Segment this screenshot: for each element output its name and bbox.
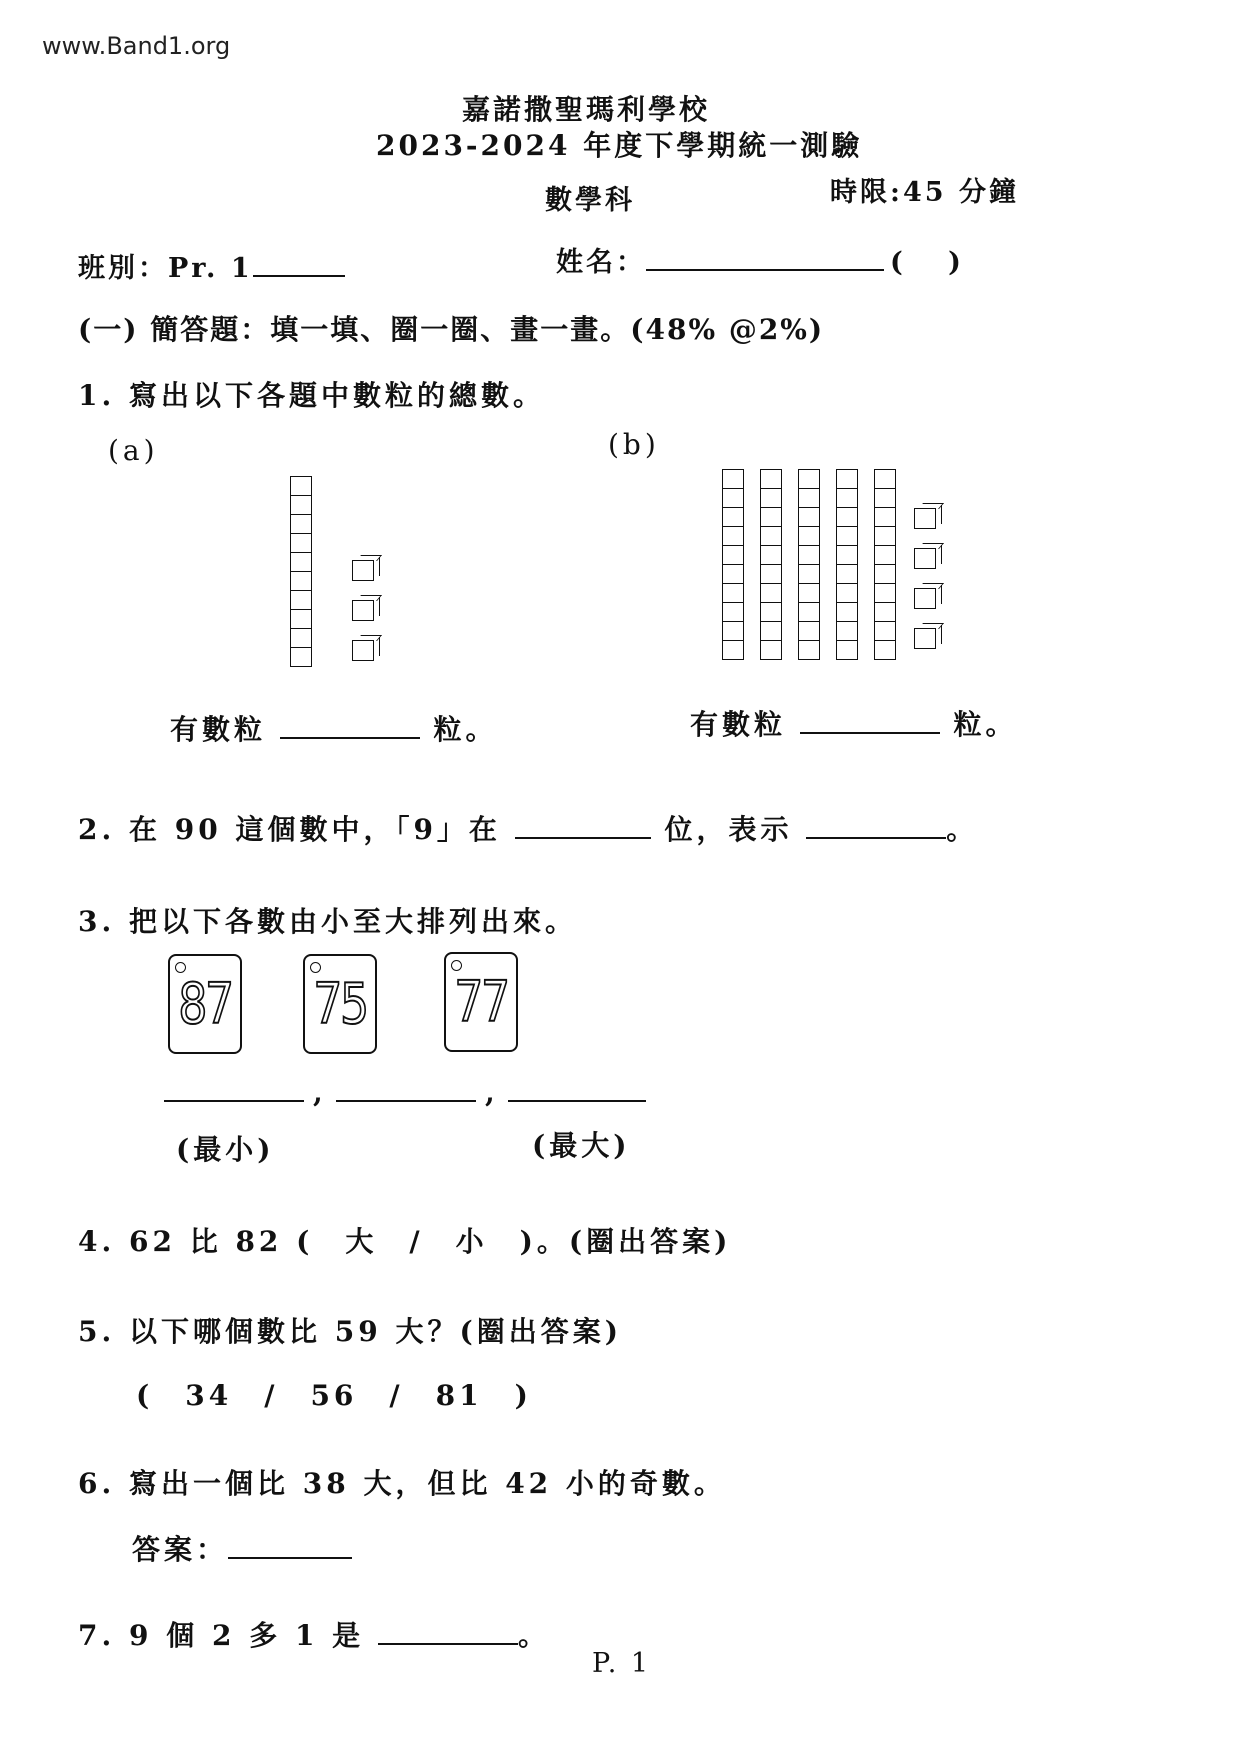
order-comma-2: , bbox=[485, 1076, 499, 1109]
rod-cell bbox=[798, 488, 820, 508]
q5-number: 5. bbox=[78, 1315, 116, 1348]
q3-text bbox=[78, 900, 577, 940]
card-number: 87 bbox=[178, 972, 232, 1037]
rod-cell bbox=[760, 621, 782, 641]
ten-rod bbox=[760, 470, 782, 660]
unit-cube bbox=[352, 560, 374, 581]
class-number-paren: ( ) bbox=[890, 247, 964, 278]
unit-cube bbox=[914, 628, 936, 649]
rod-cell bbox=[798, 602, 820, 622]
exam-title: 2023-2024 年度下學期統一測驗 bbox=[376, 129, 863, 162]
unit-cube bbox=[914, 508, 936, 529]
q7-end: 。 bbox=[517, 1619, 550, 1652]
rod-cell bbox=[836, 621, 858, 641]
q2-place-blank[interactable] bbox=[515, 812, 651, 839]
q6-answer bbox=[132, 1528, 352, 1568]
unit-cube bbox=[352, 640, 374, 661]
unit-cube bbox=[914, 588, 936, 609]
q1-text bbox=[78, 374, 545, 414]
rod-cell bbox=[874, 621, 896, 641]
rod-cell bbox=[874, 469, 896, 489]
rod-cell bbox=[290, 514, 312, 534]
card-number: 77 bbox=[454, 970, 508, 1035]
q6-answer-blank[interactable] bbox=[228, 1532, 352, 1559]
watermark: www.Band1.org bbox=[42, 32, 231, 60]
rod-cell bbox=[290, 628, 312, 648]
rod-cell bbox=[290, 571, 312, 591]
rod-cell bbox=[722, 488, 744, 508]
q5-options[interactable]: ( 34 / 56 / 81 ) bbox=[136, 1379, 532, 1412]
ten-rod bbox=[836, 470, 858, 660]
q1a-answer-suffix: 粒。 bbox=[433, 713, 498, 746]
q1-number: 1. bbox=[78, 379, 116, 412]
name-label: 姓名： bbox=[556, 247, 646, 278]
time-limit: 時限:45 分鐘 bbox=[830, 177, 1019, 208]
rod-cell bbox=[874, 488, 896, 508]
q7-prompt: 9 個 2 多 1 是 bbox=[128, 1619, 365, 1652]
rod-cell bbox=[798, 507, 820, 527]
rod-cell bbox=[290, 495, 312, 515]
ten-rod bbox=[798, 470, 820, 660]
rod-cell bbox=[760, 469, 782, 489]
page-number: P. 1 bbox=[592, 1648, 652, 1679]
rod-cell bbox=[836, 640, 858, 660]
school-name: 嘉諾撒聖瑪利學校 bbox=[462, 93, 711, 126]
number-card bbox=[168, 954, 242, 1054]
q1b-answer-suffix: 粒。 bbox=[953, 708, 1018, 741]
rod-cell bbox=[722, 640, 744, 660]
rod-cell bbox=[290, 609, 312, 629]
rod-cell bbox=[836, 583, 858, 603]
rod-cell bbox=[290, 476, 312, 496]
q3-number: 3. bbox=[78, 905, 116, 938]
q1a-answer-blank[interactable] bbox=[280, 712, 420, 739]
rod-cell bbox=[760, 602, 782, 622]
rod-cell bbox=[290, 552, 312, 572]
q1a-answer-prefix: 有數粒 bbox=[170, 713, 267, 746]
q4-prompt: 62 比 82 ( 大 / 小 )。(圈出答案) bbox=[128, 1225, 732, 1258]
q4-number: 4. bbox=[78, 1225, 116, 1258]
rod-cell bbox=[836, 564, 858, 584]
class-label: 班別：Pr. 1 bbox=[78, 253, 253, 284]
rod-cell bbox=[722, 583, 744, 603]
rod-cell bbox=[836, 526, 858, 546]
rod-cell bbox=[760, 583, 782, 603]
name-field bbox=[556, 240, 964, 279]
subject: 數學科 bbox=[545, 185, 635, 216]
rod-cell bbox=[760, 526, 782, 546]
number-card bbox=[303, 954, 377, 1054]
rod-cell bbox=[722, 526, 744, 546]
q2-number: 2. bbox=[78, 813, 116, 846]
rod-cell bbox=[290, 590, 312, 610]
q6-answer-label: 答案： bbox=[132, 1533, 229, 1566]
rod-cell bbox=[874, 545, 896, 565]
order-comma-1: , bbox=[313, 1076, 327, 1109]
rod-cell bbox=[760, 640, 782, 660]
rod-cell bbox=[722, 621, 744, 641]
q7-answer-blank[interactable] bbox=[378, 1618, 518, 1645]
name-blank[interactable] bbox=[646, 245, 884, 271]
rod-cell bbox=[874, 583, 896, 603]
q7-number: 7. bbox=[78, 1619, 116, 1652]
q1b-answer-prefix: 有數粒 bbox=[690, 708, 787, 741]
rod-cell bbox=[874, 640, 896, 660]
q1a-answer bbox=[170, 708, 498, 748]
ten-rod bbox=[722, 470, 744, 660]
q2-text bbox=[78, 808, 978, 848]
rod-cell bbox=[798, 640, 820, 660]
rod-cell bbox=[874, 564, 896, 584]
q1b-answer bbox=[690, 703, 1018, 743]
unit-cube bbox=[352, 600, 374, 621]
q4-text bbox=[78, 1220, 731, 1260]
rod-cell bbox=[874, 526, 896, 546]
order-blank-3[interactable] bbox=[508, 1100, 646, 1102]
q1b-answer-blank[interactable] bbox=[800, 707, 940, 734]
rod-cell bbox=[798, 583, 820, 603]
section-title: (一) 簡答題：填一填、圈一圈、畫一畫。(48% @2%) bbox=[78, 313, 825, 346]
q1b-label: (b) bbox=[608, 428, 660, 461]
ten-rod bbox=[290, 477, 312, 667]
rod-cell bbox=[760, 488, 782, 508]
rod-cell bbox=[836, 602, 858, 622]
rod-cell bbox=[760, 564, 782, 584]
rod-cell bbox=[798, 469, 820, 489]
rod-cell bbox=[836, 469, 858, 489]
rod-cell bbox=[290, 647, 312, 667]
q2-prompt-c: 。 bbox=[946, 813, 979, 846]
rod-cell bbox=[290, 533, 312, 553]
class-blank[interactable] bbox=[253, 251, 345, 277]
rod-cell bbox=[798, 621, 820, 641]
rod-cell bbox=[798, 564, 820, 584]
q5-text bbox=[78, 1310, 622, 1350]
ten-rod bbox=[874, 470, 896, 660]
q3-prompt: 把以下各數由小至大排列出來。 bbox=[128, 905, 577, 938]
rod-cell bbox=[798, 526, 820, 546]
q6-number: 6. bbox=[78, 1467, 116, 1500]
rod-cell bbox=[760, 545, 782, 565]
card-number: 75 bbox=[313, 972, 367, 1037]
unit-cube bbox=[914, 548, 936, 569]
rod-cell bbox=[798, 545, 820, 565]
rod-cell bbox=[722, 469, 744, 489]
rod-cell bbox=[722, 507, 744, 527]
q1-prompt: 寫出以下各題中數粒的總數。 bbox=[128, 379, 545, 412]
rod-cell bbox=[874, 507, 896, 527]
rod-cell bbox=[722, 602, 744, 622]
q2-value-blank[interactable] bbox=[806, 812, 946, 839]
rod-cell bbox=[874, 602, 896, 622]
q7-text bbox=[78, 1614, 550, 1654]
rod-cell bbox=[722, 564, 744, 584]
rod-cell bbox=[836, 488, 858, 508]
number-card bbox=[444, 952, 518, 1052]
smallest-label: (最小) bbox=[176, 1133, 275, 1166]
rod-cell bbox=[722, 545, 744, 565]
q6-text bbox=[78, 1462, 726, 1502]
rod-cell bbox=[760, 507, 782, 527]
rod-cell bbox=[836, 507, 858, 527]
order-blank-2[interactable] bbox=[336, 1100, 476, 1102]
largest-label: (最大) bbox=[532, 1129, 631, 1162]
q2-prompt-a: 在 90 這個數中，「9」在 bbox=[128, 813, 501, 846]
q2-prompt-b: 位，表示 bbox=[664, 813, 793, 846]
q5-prompt: 以下哪個數比 59 大？(圈出答案) bbox=[128, 1315, 622, 1348]
order-blank-1[interactable] bbox=[164, 1100, 304, 1102]
rod-cell bbox=[836, 545, 858, 565]
class-field bbox=[78, 246, 345, 285]
q1a-label: (a) bbox=[108, 434, 159, 467]
q6-prompt: 寫出一個比 38 大，但比 42 小的奇數。 bbox=[128, 1467, 726, 1500]
